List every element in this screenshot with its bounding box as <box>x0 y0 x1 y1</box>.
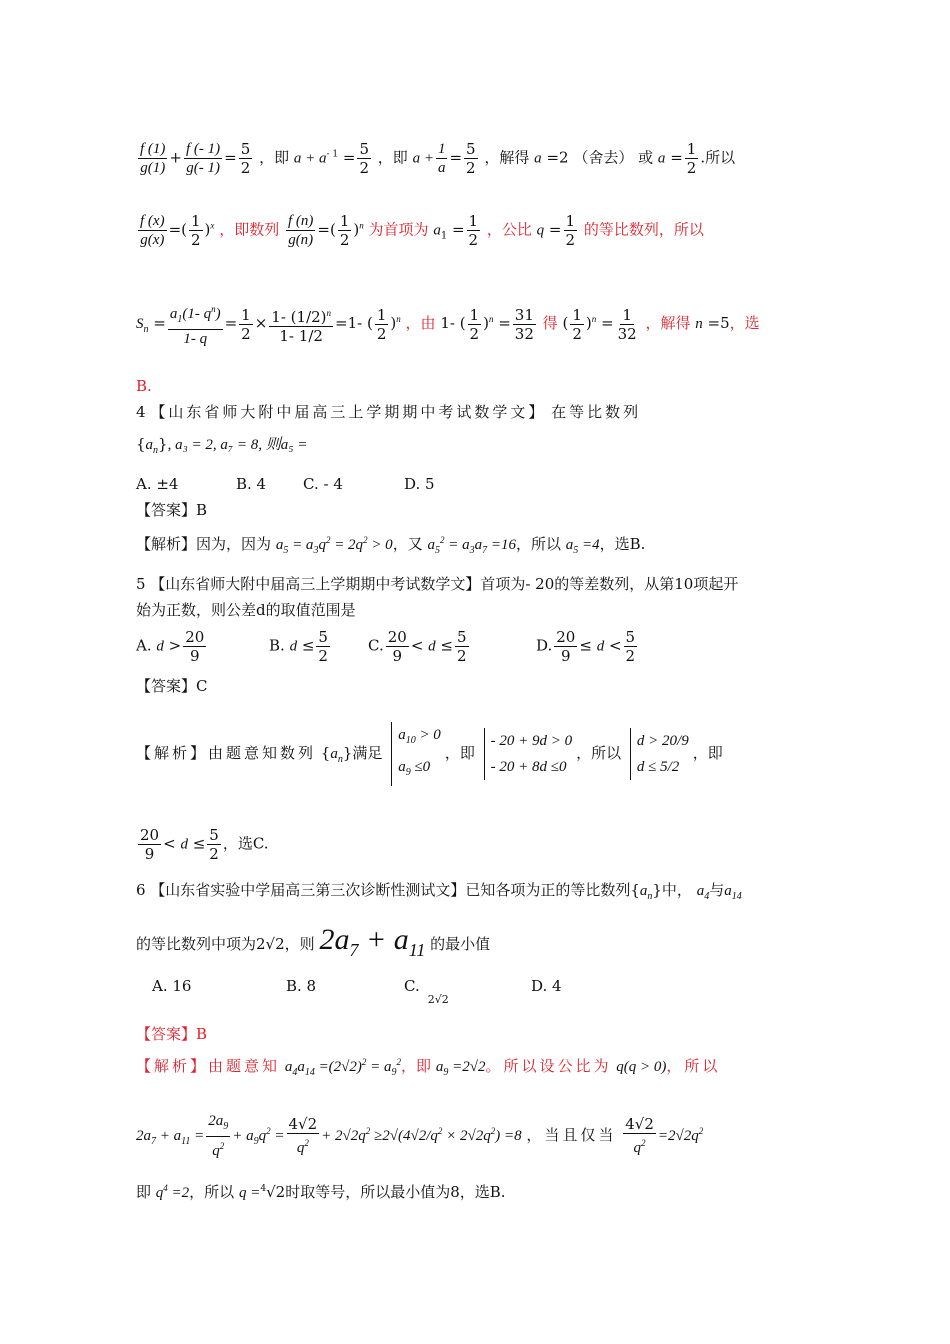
answer-label: 【答案】 <box>136 677 197 695</box>
condition-text: , a₃ = 2, a₇ = 8, 则a₅ = <box>167 437 308 453</box>
question-6-analysis-2: $2a_7 + a_{11}$ = $\frac{2a_9}{q^2}$ + $a_9q^2$ = $\frac{4√2}{q^2}$ + $2√2q^2 \ge 2√(4√2/q^2 \times 2√2q^2) =8$ ，当且仅当 $\frac{4√2}{q^2}$ $=2√2q^2$ <box>136 1113 704 1159</box>
analysis-label: 【解析】 <box>136 535 197 553</box>
option-a: A. ±4 <box>136 475 179 493</box>
text: 的最小值 <box>430 935 491 953</box>
question-4-answer <box>136 500 816 520</box>
text: 因为，因为 <box>196 535 272 553</box>
text: ，由 <box>405 314 436 332</box>
text: ，解得 <box>645 314 691 332</box>
text: ，即 <box>377 148 408 167</box>
text: ，解得 <box>484 148 530 167</box>
question-5-answer <box>136 676 816 696</box>
text: .所以 <box>700 148 736 167</box>
question-4-analysis: 【解析】因为，因为 $a_5 = a_3q^2 = 2q^2 > 0$，又 $a_5^2 = a_3a_7 =16$，所以 $a_5 =4$，选B. <box>136 535 646 556</box>
question-4-condition: $\{a_n\}$, a₃ = 2, a₇ = 8, 则a₅ = <box>136 435 308 456</box>
text: 满足 <box>352 744 383 762</box>
option-a: A. <box>136 636 152 655</box>
question-5-analysis-end: $\frac{20}{9}$ < d ≤ $\frac{5}{2}$ ，选C. <box>140 826 269 863</box>
answer-label: 【答案】 <box>136 1025 197 1043</box>
question-5-analysis: 【解析】由题意知数列 $\{a_n\}$满足 $a_{10} > 0$ $a_9 \le 0$ ，即 - 20 + 9d > 0 - 20 + 8d ≤0 ，所以 d > 20/9 d ≤ 5/2 ，即 <box>136 722 816 786</box>
text: ，当且仅当 <box>526 1126 617 1144</box>
text: （舍去） <box>573 148 634 167</box>
text: ，公比 <box>486 220 532 239</box>
option-b: B. <box>269 636 285 655</box>
text: 6 【山东省实验中学届高三第三次诊断性测试文】已知各项为正的等比数列 <box>136 881 631 899</box>
answer-value: C <box>196 677 208 695</box>
text: 的等比数列，所以 <box>583 220 704 239</box>
solution-line-4: B. <box>136 377 152 395</box>
text: ，所以 <box>515 535 561 553</box>
text: 即 <box>136 1183 152 1201</box>
text: 得 <box>542 314 558 332</box>
text: 由题意知数列 <box>208 744 317 762</box>
answer-value: B <box>196 501 208 519</box>
solution-line-3: $S_n$ = $\frac{a_1(1- q^n)}{1- q}$ = $\frac{1}{2}$ × $\frac{1- (1/2)^n}{1- 1/2}$ =1- ( $\frac{1}{2}$ )$^n$ ，由 1- ( $\frac{1}{2}$ )$^n$ = $\frac{31}{32}$ 得 ( $\frac{1}{2}$ )$^n$ = $\frac{1}{32}$ ，解得 n =5，选 <box>136 300 816 348</box>
text: ，选 <box>729 314 760 332</box>
text: ，即 <box>692 744 723 762</box>
question-number: 4 <box>136 403 146 421</box>
question-6-answer <box>136 1024 816 1044</box>
text: 与 <box>709 881 725 899</box>
option-a: A. 16 <box>152 977 192 995</box>
question-4-header <box>136 402 816 422</box>
option-b: B. 4 <box>236 475 267 493</box>
question-stem: 在等比数列 <box>551 403 642 421</box>
question-5-line-1: 5 【山东省师大附中届高三上学期期中考试数学文】首项为- 20的等差数列，从第10项起开 <box>136 575 739 593</box>
text: ，所以 <box>189 1183 235 1201</box>
option-c: C. - 4 <box>303 475 343 493</box>
solution-line-1: $\frac{f (1)}{g(1)}$ + $\frac{f (- 1)}{g(- 1)}$ = $\frac{5}{2}$ ，即 $a + a^{- 1}$ = $\frac{5}{2}$ ，即 a + $\frac{1}{a}$ = $\frac{5}{2}$ ，解得 a =2 （舍去） 或 a = $\frac{1}{2}$ .所以 <box>140 140 736 177</box>
answer-value: B <box>196 1025 208 1043</box>
text: ，又 <box>392 535 423 553</box>
text: 的等比数列中项为 <box>136 935 257 953</box>
text: ，所以 <box>666 1057 721 1075</box>
text: 时取等号，所以最小值为8，选B. <box>285 1183 506 1201</box>
text: ，即 <box>259 148 290 167</box>
text: 中， <box>661 881 692 899</box>
text: 。所以设公比为 <box>485 1057 612 1075</box>
text: 为首项为 <box>368 220 429 239</box>
question-6-analysis: 【解析】由题意知 $a_4a_{14} =(2√2)^2 = a_9^2$，即 $a_9 =2√2$。所以设公比为 q(q > 0)，所以 <box>136 1057 721 1078</box>
text: ，则 <box>284 935 315 953</box>
question-6-line-2: 的等比数列中项为2√2，则 $2a_7 + a_{11}$ 的最小值 <box>136 923 491 960</box>
question-6-line-1: 6 【山东省实验中学届高三第三次诊断性测试文】已知各项为正的等比数列$\{a_n\}$中， $a_4$与$a_{14}$ <box>136 881 742 902</box>
question-5-line-2: 始为正数，则公差d的取值范围是 <box>136 601 356 619</box>
text: ，即数列 <box>219 220 280 239</box>
text: ，即 <box>444 744 475 762</box>
text: ，即 <box>401 1057 432 1075</box>
answer-label: 【答案】 <box>136 501 197 519</box>
option-c: C. <box>368 636 384 655</box>
analysis-label: 【解析】 <box>136 744 209 762</box>
option-b: B. 8 <box>286 977 317 995</box>
document-page: $\frac{f (1)}{g(1)}$ + $\frac{f (- 1)}{g(- 1)}$ = $\frac{5}{2}$ ，即 $a + a^{- 1}$ = $\frac{5}{2}$ ，即 a + $\frac{1}{a}$ = $\frac{5}{2}$ ，解得 a =2 （舍去） 或 a = $\frac{1}{2}$ .所以 $\frac{f (x)}{g(x)}$ =( $\frac{1}{2}$ )$^x$ ，即数列 $\frac{f (n)}{g(n)}$ =( $\frac{1}{2}$ )$^n$ 为首项为 $a_1$ = $\frac{1}{2}$ ，公比 q = $\frac{1}{2}$ 的等比数列，所以 $S_n$ = $\frac{a_1(1- q^n)}{1- q}$ = $\frac{1}{2}$ × $\frac{1- (1/2)^n}{1- 1/2}$ =1- ( $\frac{1}{2}$ )$^n$ ，由 1- ( $\frac{1}{2}$ )$^n$ = $\frac{31}{32}$ 得 ( $\frac{1}{2}$ )$^n$ = $\frac{1}{32}$ ，解得 n =5，选 B. 4 【山东省师大附中届高三上学期期中考试数学文】 在等比数列 $\{a_n\}$, a₃ = 2, a₇ = 8, 则a₅ = A. ±4 B. 4 C. - 4 D. 5 【答案】B 【解析】因为，因为 $a_5 = a_3q^2 = 2q^2 > 0$，又 $a_5^2 = a_3a_7 =16$，所以 $a_5 =4$，选B. 5 【山东省师大附中届高三上学期期中考试数学文】首项为- 20的等差数列，从第10项起开 始为正数，则公差d的取值范围是 A. d > $\frac{20}{9}$ B. d ≤ $\frac{5}{2}$ C. $\frac{20}{9}$ < d ≤ $\frac{5}{2}$ D. $\frac{20}{9}$ ≤ d < $\frac{5}{2}$ 【答案】C 【解析】由题意知数列 $\{a_n\}$满足 $a_{10} > 0$ $a_9 \le 0$ ，即 - 20 + 9d > 0 - 20 + 8d ≤0 ，所以 d > 20/9 d ≤ 5/2 ，即 $\frac{20}{9}$ < d ≤ $\frac{5}{2}$ ，选C. 6 【山东省实验中学届高三第三次诊断性测试文】已知各项为正的等比数列$\{a_n\}$中， $a_4$与$a_{14}$ 的等比数列中项为2√2，则 $2a_7 + a_{11}$ 的最小值 A. 16 B. 8 $C._{2√2}$ D. 4 【答案】B 【解析】由题意知 $a_4a_{14} =(2√2)^2 = a_9^2$，即 $a_9 =2√2$。所以设公比为 q(q > 0)，所以 $2a_7 + a_{11}$ = $\frac{2a_9}{q^2}$ + $a_9q^2$ = $\frac{4√2}{q^2}$ + $2√2q^2 \ge 2√(4√2/q^2 \times 2√2q^2) =8$ ，当且仅当 $\frac{4√2}{q^2}$ $=2√2q^2$ 即 $q^4 =2$，所以 q =$^4$√2时取等号，所以最小值为8，选B. <box>0 0 950 1344</box>
solution-line-2: $\frac{f (x)}{g(x)}$ =( $\frac{1}{2}$ )$^x$ ，即数列 $\frac{f (n)}{g(n)}$ =( $\frac{1}{2}$ )$^n$ 为首项为 $a_1$ = $\frac{1}{2}$ ，公比 q = $\frac{1}{2}$ 的等比数列，所以 <box>140 212 704 249</box>
option-d: D. 4 <box>531 977 562 995</box>
text: ，选B. <box>599 535 646 553</box>
analysis-label: 【解析】 <box>136 1057 209 1075</box>
question-source: 【山东省师大附中届高三上学期期中考试数学文】 <box>150 403 547 421</box>
text: ，所以 <box>576 744 622 762</box>
question-6-analysis-end: 即 $q^4 =2$，所以 q =$^4$√2时取等号，所以最小值为8，选B. <box>136 1183 506 1201</box>
text: 由题意知 <box>208 1057 281 1075</box>
text: ，选C. <box>222 834 269 853</box>
text: 或 <box>638 148 654 167</box>
option-d: D. 5 <box>404 475 435 493</box>
option-d: D. <box>536 636 553 655</box>
option-c: C. <box>404 977 420 995</box>
